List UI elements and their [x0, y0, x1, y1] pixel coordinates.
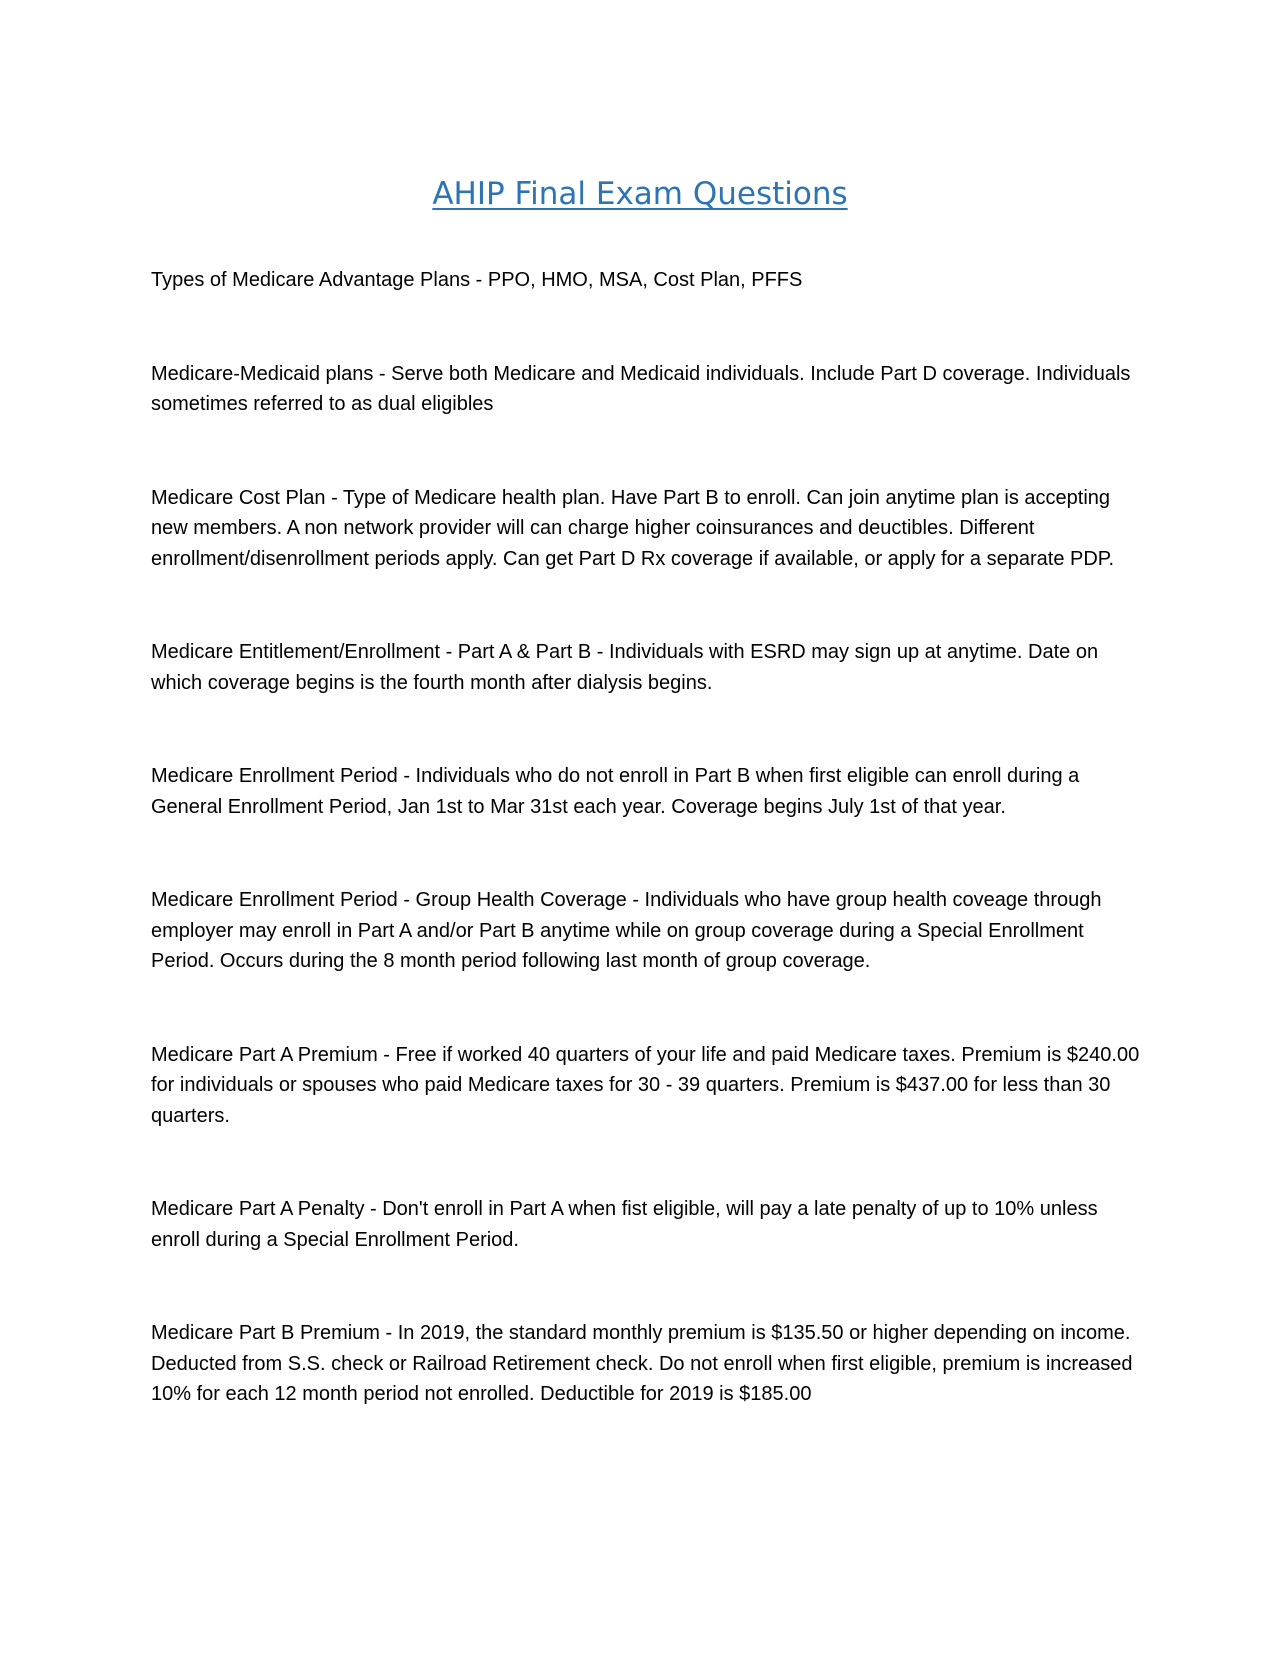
entry-medicare-enrollment-period-group: Medicare Enrollment Period - Group Health Coverage - Individuals who have group health coveage through employer may enroll in Part A and/or Part B anytime while on group coverage during a Special Enrollment Period. Occurs during the 8 month period following last month of group coverage. — [151, 889, 1102, 972]
entry-medicare-cost-plan: Medicare Cost Plan - Type of Medicare health plan. Have Part B to enroll. Can join anytime plan is accepting new members. A non network provider will can charge higher coinsurances and deuctibles. Different enrollment/disenrollment periods apply. Can get Part D Rx coverage if available, or apply for a separate PDP. — [151, 486, 1115, 570]
document-title: AHIP Final Exam Questions — [432, 176, 848, 212]
entry-medicare-part-a-penalty: Medicare Part A Penalty - Don't enroll in Part A when fist eligible, will pay a late penalty of up to 10% unless enroll during a Special Enrollment Period. — [151, 1198, 1098, 1251]
entry-medicare-enrollment-period: Medicare Enrollment Period - Individuals who do not enroll in Part B when first eligible can enroll during a General Enrollment Period, Jan 1st to Mar 31st each year. Coverage begins July 1st of that year. — [151, 765, 1080, 818]
entry-types-of-medicare-advantage-plans: Types of Medicare Advantage Plans - PPO, HMO, MSA, Cost Plan, PFFS — [151, 269, 803, 291]
entry-medicare-medicaid-plans: Medicare-Medicaid plans - Serve both Medicare and Medicaid individuals. Include Part D coverage. Individuals sometimes referred to as dual eligibles — [151, 362, 1131, 415]
entry-medicare-part-b-premium: Medicare Part B Premium - In 2019, the standard monthly premium is $135.50 or higher depending on income. Deducted from S.S. check or Railroad Retirement check. Do not enroll when first eligible, premium is increased 10% for each 12 month period not enrolled. Deductible for 2019 is $185.00 — [151, 1322, 1133, 1405]
entry-medicare-part-a-premium: Medicare Part A Premium - Free if worked 40 quarters of your life and paid Medicare taxes. Premium is $240.00 for individuals or spouses who paid Medicare taxes for 30 - 39 quarters. Premium is $437.00 for less than 30 quarters. — [151, 1043, 1140, 1127]
entry-list — [151, 265, 1141, 1473]
entry-medicare-entitlement-enrollment: Medicare Entitlement/Enrollment - Part A & Part B - Individuals with ESRD may sign up at anytime. Date on which coverage begins is the fourth month after dialysis begins. — [151, 641, 1099, 694]
